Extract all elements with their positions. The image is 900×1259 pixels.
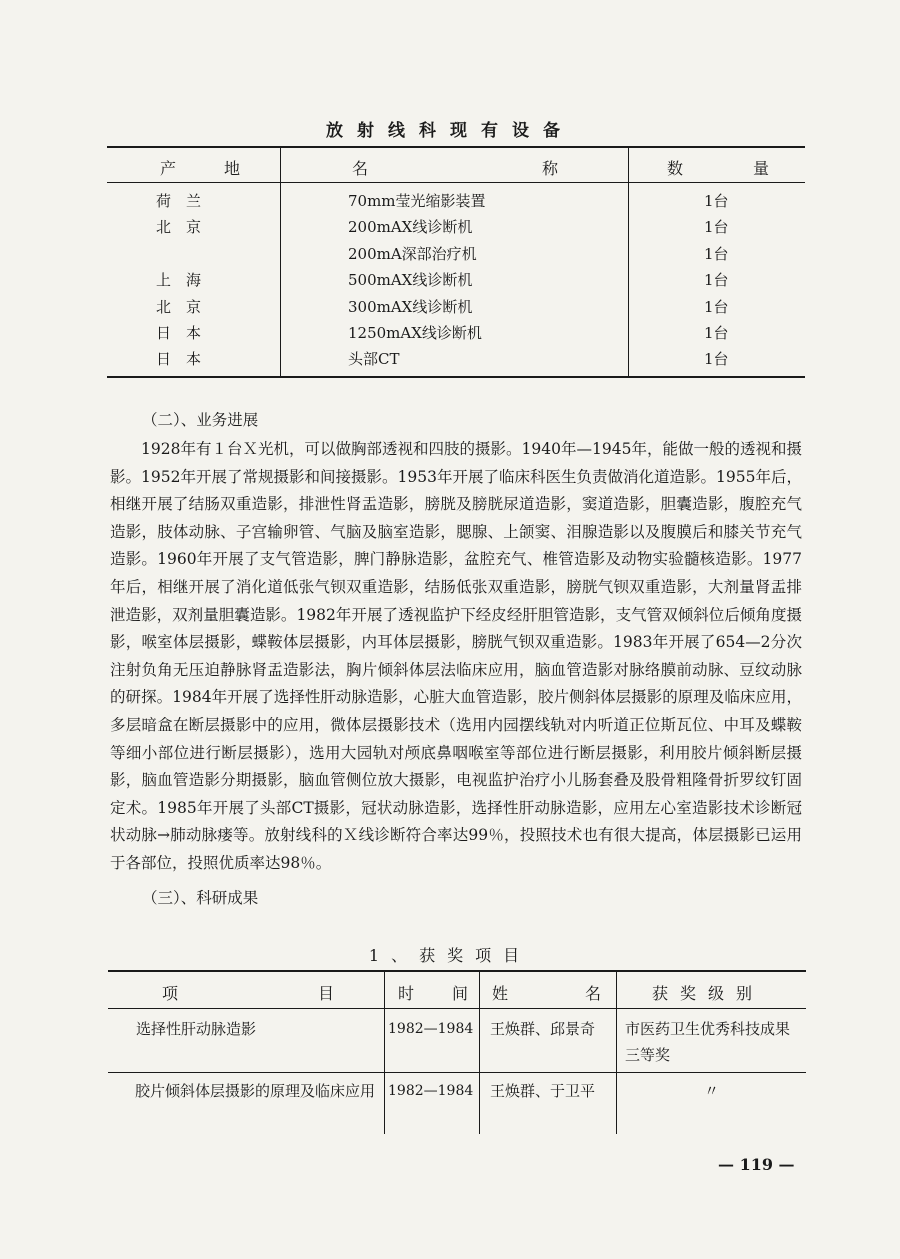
table-cell-time: 1982—1984 (388, 1021, 474, 1037)
table-cell-qty: 1台 (704, 218, 729, 236)
header-qty-left: 数 (667, 159, 684, 178)
table-cell-name: 头部CT (348, 350, 400, 368)
table-top-rule (108, 970, 806, 972)
table-cell-name: 200mA深部治疗机 (348, 245, 477, 263)
table-cell-name: 200mAX线诊断机 (348, 218, 473, 236)
table-cell-name: 70mm莹光缩影装置 (348, 192, 486, 210)
header-name-left: 名 (352, 159, 369, 178)
table-cell-qty: 1台 (704, 324, 729, 342)
header-person-left: 姓 (492, 984, 509, 1003)
table-cell-qty: 1台 (704, 192, 729, 210)
column-divider (616, 972, 617, 1134)
table-top-rule (107, 146, 805, 148)
header-person-right: 名 (585, 984, 602, 1003)
table-cell-origin: 上 海 (156, 271, 202, 289)
table-header-rule (107, 182, 805, 183)
header-qty-right: 量 (753, 159, 770, 178)
table-cell-name: 1250mAX线诊断机 (348, 324, 482, 342)
header-time-right: 间 (452, 984, 469, 1003)
table-cell-persons: 王焕群、于卫平 (490, 1082, 596, 1100)
table-cell-item: 胶片倾斜体层摄影的原理及临床应用 (135, 1082, 376, 1100)
table-cell-level: 市医药卫生优秀科技成果三等奖 (625, 1020, 791, 1064)
table-cell-qty: 1台 (704, 350, 729, 368)
paragraph-text: 1928年有１台Ｘ光机，可以做胸部透视和四肢的摄影。1940年—1945年，能做一般的透视和摄影。1952年开展了常规摄影和间接摄影。1953年开展了临床科医生负责做消化道造影。1955年后，相继开展了结肠双重造影，排泄性肾盂造影，膀胱及膀胱尿道造影，窦道造影，胆囊造影，腹腔充气造影，肢体动脉、子宫输卵管、气脑及脑室造影，腮腺、上颌窦、泪腺造影以及腹膜后和膝关节充气造影。1960年开展了支气管造影，脾门静脉造影，盆腔充气、椎管造影及动物实验髓核造影。1977年后，相继开展了消化道低张气钡双重造影，结肠低张双重造影，膀胱气钡双重造影，大剂量肾盂排泄造影，双剂量胆囊造影。1982年开展了透视监护下经皮经肝胆管造影，支气管双倾斜位后倾角度摄影，喉室体层摄影，蝶鞍体层摄影，内耳体层摄影，膀胱气钡双重造影。1983年开展了654—2分次注射负角无压迫静脉肾盂造影法，胸片倾斜体层法临床应用，脑血管造影对脉络膜前动脉、豆纹动脉的研探。1984年开展了选择性肝动脉造影，心脏大血管造影，胶片侧斜体层摄影的原理及临床应用，多层暗盒在断层摄影中的应用，微体层摄影技术（选用内园摆线轨对内听道正位斯瓦位、中耳及蝶鞍等细小部位进行断层摄影），选用大园轨对颅底鼻咽喉室等部位进行断层摄影，利用胶片倾斜断层摄影，脑血管造影分期摄影，脑血管侧位放大摄影，电视监护治疗小儿肠套叠及股骨粗隆骨折罗纹钉固定术。1985年开展了头部CT摄影，冠状动脉造影，选择性肝动脉造影，应用左心室造影技术诊断冠状动脉→肺动脉瘘等。放射线科的Ｘ线诊断符合率达99％，投照技术也有很大提高，体层摄影已运用于各部位，投照优质率达98％。 (110, 440, 802, 872)
table-cell-qty: 1台 (704, 271, 729, 289)
page-number: — 119 — (718, 1155, 795, 1174)
header-award-level: 获奖级别 (652, 984, 765, 1003)
column-divider (384, 972, 385, 1134)
header-name-right: 称 (542, 159, 559, 178)
table-cell-name: 300mAX线诊断机 (348, 298, 473, 316)
table-bottom-rule (107, 376, 805, 378)
table-cell-name: 500mAX线诊断机 (348, 271, 473, 289)
table-cell-persons: 王焕群、邱景奇 (490, 1020, 596, 1038)
table-header-rule (108, 1008, 806, 1009)
table-cell-origin: 荷 兰 (156, 192, 202, 210)
body-paragraph (110, 436, 802, 878)
header-origin: 产 地 (160, 159, 241, 178)
header-time-left: 时 (398, 984, 415, 1003)
table-cell-item: 选择性肝动脉造影 (136, 1020, 257, 1038)
table-cell-time: 1982—1984 (388, 1083, 474, 1099)
table-cell-origin: 北 京 (156, 298, 202, 316)
table-cell-origin: 日 本 (156, 324, 202, 342)
table-cell-origin: 日 本 (156, 350, 202, 368)
table-cell-origin: 北 京 (156, 218, 202, 236)
header-item-right: 目 (318, 984, 335, 1003)
header-item-left: 项 (162, 984, 179, 1003)
table-cell-level: 〃 (704, 1082, 720, 1100)
table-cell-qty: 1台 (704, 298, 729, 316)
equipment-table-title: 放射线科现有设备 (326, 121, 574, 141)
section-heading-research: （三）、科研成果 (142, 889, 259, 907)
section-heading-progress: （二）、业务进展 (142, 411, 259, 429)
table-cell-qty: 1台 (704, 245, 729, 263)
awards-table-title: 1、获奖项目 (368, 946, 532, 965)
column-divider (479, 972, 480, 1134)
table-row-rule (108, 1072, 806, 1073)
